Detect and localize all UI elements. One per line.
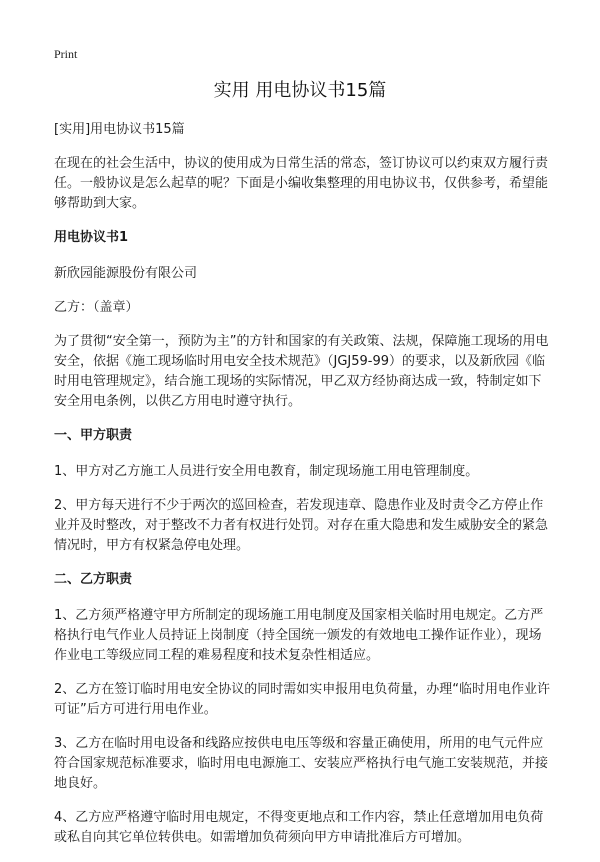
party-b-duty-item: 4、乙方应严格遵守临时用电规定，不得变更地点和工作内容，禁止任意增加用电负荷或私自向其它单位转供电。如需增加负荷须向甲方申请批准后方可增加。 bbox=[54, 810, 544, 845]
party-a-duties-heading: 一、甲方职责 bbox=[54, 428, 133, 443]
preamble-paragraph: 为了贯彻“安全第一，预防为主”的方针和国家的有关政策、法规，保障施工现场的用电安全，依据《施工现场临时用电安全技术规范》（JGJ59-99）的要求，以及新欣园《临时用电管理规定》，结合施工现场的实际情况，甲乙双方经协商达成一致，特制定如下安全用电条例，以供乙方用电时遵守执行。 bbox=[54, 334, 549, 409]
print-label: Print bbox=[54, 47, 78, 61]
document-title: 实用 用电协议书15篇 bbox=[213, 80, 387, 101]
party-b-duties-heading: 二、乙方职责 bbox=[54, 572, 133, 587]
party-b-stamp-line: 乙方：（盖章） bbox=[54, 300, 139, 315]
document-subtitle: [实用]用电协议书15篇 bbox=[54, 122, 185, 137]
section-title: 用电协议书1 bbox=[54, 230, 129, 245]
party-b-duty-item: 3、乙方在临时用电设备和线路应按供电电压等级和容量正确使用，所用的电气元件应符合国家规范标准要求，临时用电电源施工、安装应严格执行电气施工安装规范，并接地良好。 bbox=[54, 736, 549, 791]
intro-paragraph: 在现在的社会生活中，协议的使用成为日常生活的常态，签订协议可以约束双方履行责任。一般协议是怎么起草的呢？下面是小编收集整理的用电协议书，仅供参考，希望能够帮助到大家。 bbox=[54, 156, 549, 211]
document-body bbox=[54, 120, 552, 862]
party-b-duty-item: 1、乙方须严格遵守甲方所制定的现场施工用电制度及国家相关临时用电规定。乙方严格执行电气作业人员持证上岗制度（持全国统一颁发的有效地电工操作证作业），现场作业电工等级应同工程的难易程度和技术复杂性相适应。 bbox=[54, 608, 544, 663]
party-a-duty-item: 1、甲方对乙方施工人员进行安全用电教育，制定现场施工用电管理制度。 bbox=[54, 464, 479, 479]
company-name: 新欣园能源股份有限公司 bbox=[54, 266, 198, 281]
party-b-duty-item: 2、乙方在签订临时用电安全协议的同时需如实申报用电负荷量，办理“临时用电作业许可证”后方可进行用电作业。 bbox=[54, 682, 551, 717]
party-a-duty-item: 2、甲方每天进行不少于两次的巡回检查，若发现违章、隐患作业及时责令乙方停止作业并及时整改，对于整改不力者有权进行处罚。对存在重大隐患和发生威胁安全的紧急情况时，甲方有权紧急停电处理。 bbox=[54, 498, 549, 553]
